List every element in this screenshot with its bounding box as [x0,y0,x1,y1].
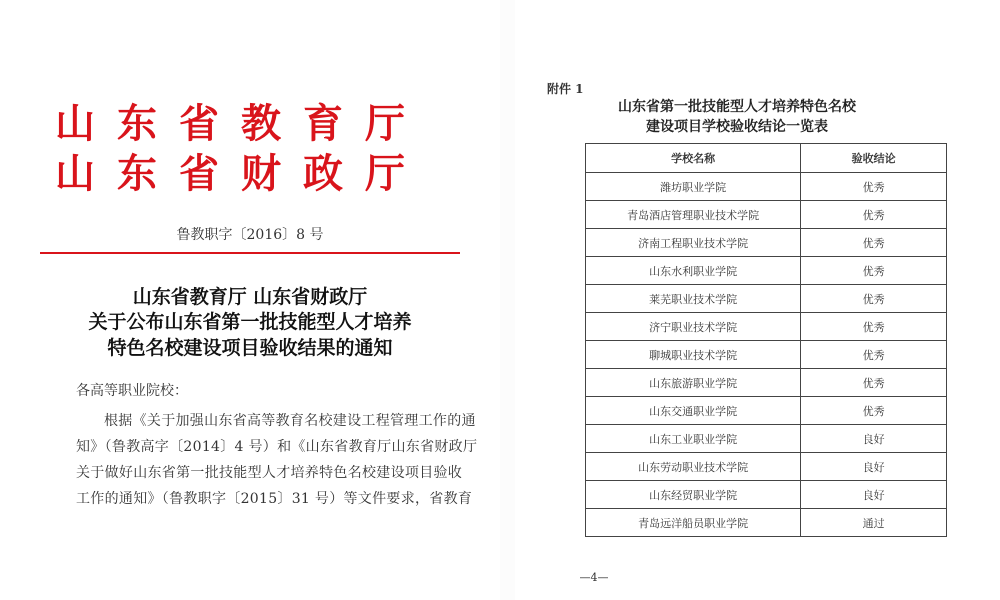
conclusion: 优秀 [801,229,947,257]
school-name: 山东经贸职业学院 [586,481,801,509]
issuer-education-department: 山东省教育厅 [55,100,427,147]
school-name: 潍坊职业学院 [586,173,801,201]
table-row [586,425,947,453]
issuer-finance-department: 山东省财政厅 [55,150,427,197]
school-name: 济宁职业技术学院 [586,313,801,341]
table-row [586,313,947,341]
body-text-line: 工作的通知》（鲁教职字〔2015〕31 号）等文件要求，省教育 [76,491,473,507]
acceptance-results-table [585,143,947,537]
notice-title-line-2: 关于公布山东省第一批技能型人才培养 [88,311,412,333]
notice-title-line-1: 山东省教育厅 山东省财政厅 [132,286,368,308]
conclusion: 优秀 [801,313,947,341]
table-row [586,257,947,285]
conclusion: 优秀 [801,257,947,285]
notice-title-line-3: 特色名校建设项目验收结果的通知 [107,337,393,359]
school-name: 山东交通职业学院 [586,397,801,425]
header-school-name: 学校名称 [586,144,801,173]
table-row [586,173,947,201]
table-row [586,285,947,313]
school-name: 聊城职业技术学院 [586,341,801,369]
table-row [586,509,947,537]
conclusion: 优秀 [801,369,947,397]
school-name: 青岛远洋船员职业学院 [586,509,801,537]
school-name: 济南工程职业技术学院 [586,229,801,257]
school-name: 莱芜职业技术学院 [586,285,801,313]
body-text-line: 知》（鲁教高字〔2014〕4 号）和《山东省教育厅山东省财政厅 [76,439,478,455]
conclusion: 良好 [801,481,947,509]
conclusion: 优秀 [801,201,947,229]
school-name: 山东工业职业学院 [586,425,801,453]
table-row [586,453,947,481]
red-divider-line [40,252,460,254]
body-text-line: 关于做好山东省第一批技能型人才培养特色名校建设项目验收 [76,465,463,481]
addressee: 各高等职业院校： [76,383,188,399]
header-conclusion: 验收结论 [801,144,947,173]
table-title-line-2: 建设项目学校验收结论一览表 [646,119,828,135]
conclusion: 优秀 [801,285,947,313]
table-row [586,341,947,369]
school-name: 山东水利职业学院 [586,257,801,285]
table-title-line-1: 山东省第一批技能型人才培养特色名校 [618,99,856,115]
conclusion: 优秀 [801,341,947,369]
school-name: 山东劳动职业技术学院 [586,453,801,481]
conclusion: 通过 [801,509,947,537]
conclusion: 良好 [801,425,947,453]
page-gap [500,0,515,600]
table-row [586,201,947,229]
table-row [586,481,947,509]
conclusion: 优秀 [801,173,947,201]
table-header-row [586,144,947,173]
school-name: 山东旅游职业学院 [586,369,801,397]
school-name: 青岛酒店管理职业技术学院 [586,201,801,229]
body-text-line: 根据《关于加强山东省高等教育名校建设工程管理工作的通 [104,413,476,429]
conclusion: 优秀 [801,397,947,425]
table-row [586,369,947,397]
attachment-label: 附件 1 [547,82,584,96]
table-row [586,229,947,257]
table-row [586,397,947,425]
document-number: 鲁教职字〔2016〕8 号 [176,227,324,243]
page-number: —4— [579,571,609,584]
attachment-page [515,0,1000,600]
conclusion: 良好 [801,453,947,481]
